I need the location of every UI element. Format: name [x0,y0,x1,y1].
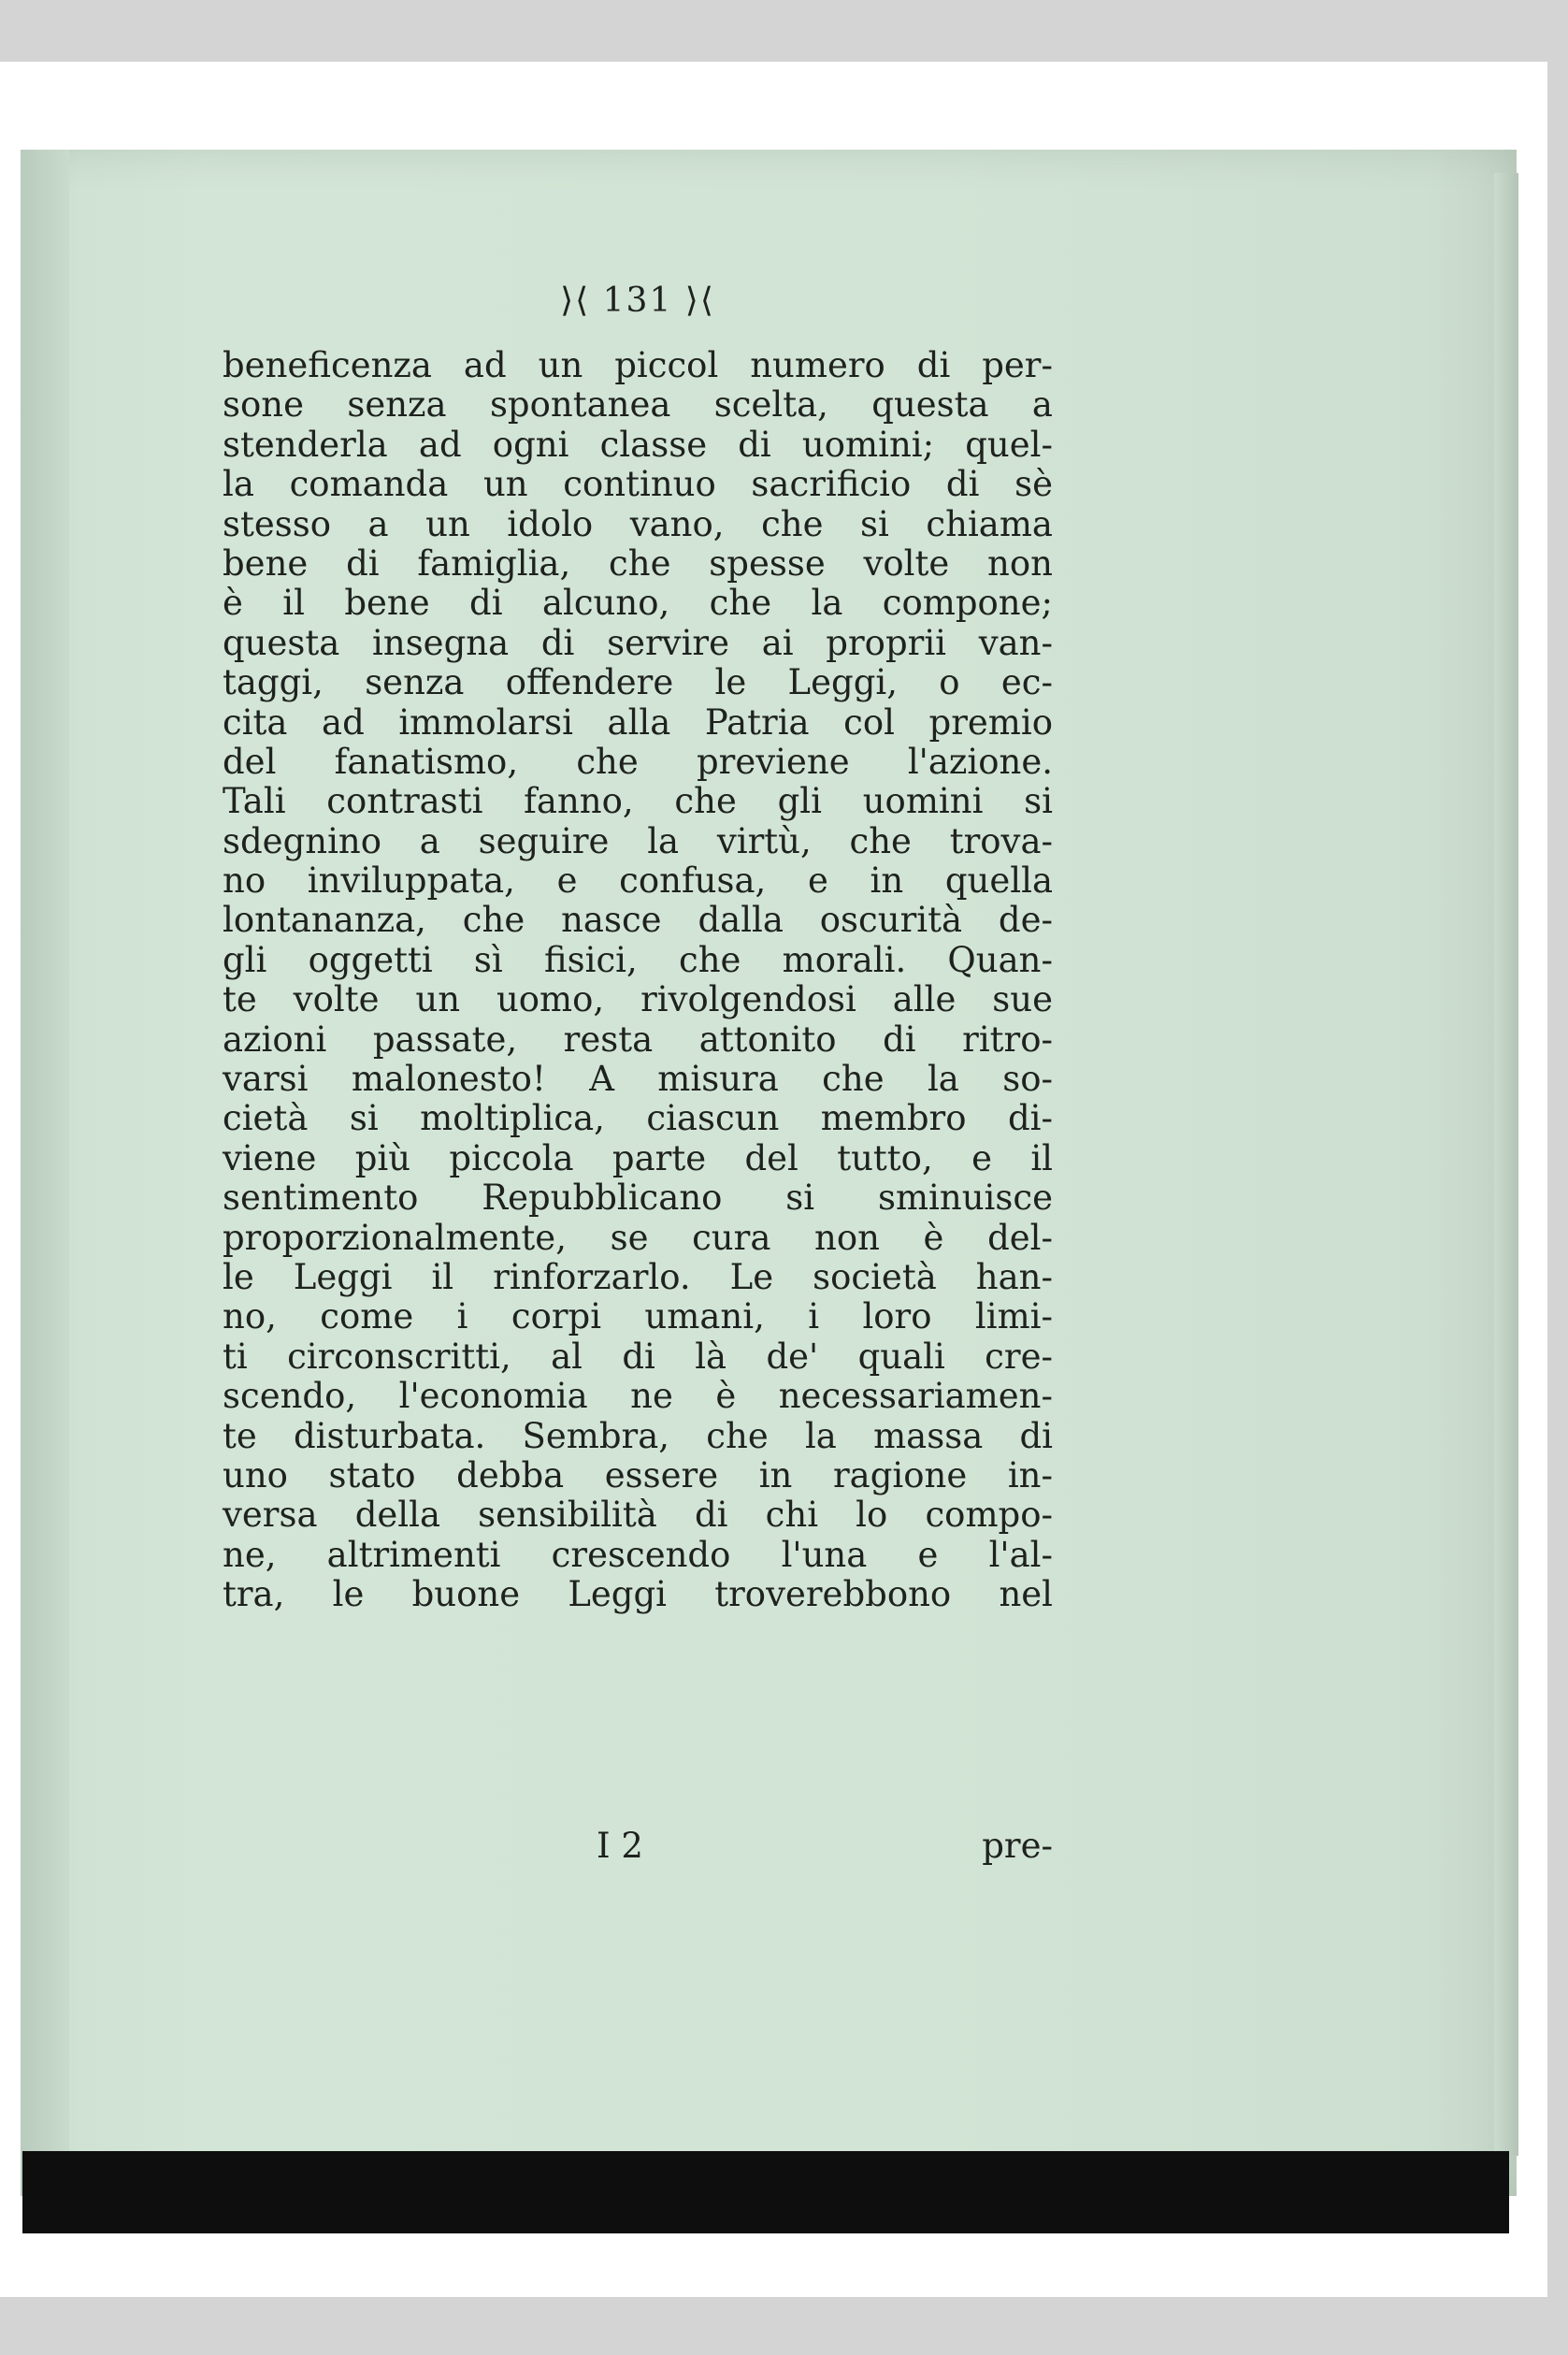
text-line: tra, le buone Leggi troverebbono nel [223,1574,1053,1615]
text-line: cita ad immolarsi alla Patria col premio [223,701,1053,743]
text-line: versa della sensibilità di chi lo compo- [223,1495,1053,1536]
text-line: lontananza, che nasce dalla oscurità de- [223,900,1053,941]
text-line: la comanda un continuo sacrificio di sè [223,464,1053,505]
text-line: te disturbata. Sembra, che la massa di [223,1415,1053,1456]
text-line: taggi, senza offendere le Leggi, o ec- [223,662,1053,703]
text-line: viene più piccola parte del tutto, e il [223,1137,1053,1178]
text-line: è il bene di alcuno, che la compone; [223,583,1053,624]
text-line: le Leggi il rinforzarlo. Le società han- [223,1256,1053,1297]
text-line: gli oggetti sì fisici, che morali. Quan- [223,939,1053,980]
body-text [223,346,1053,1615]
text-line: bene di famiglia, che spesse volte non [223,542,1053,584]
text-line: beneficenza ad un piccol numero di per- [223,345,1053,385]
text-line: varsi malonesto! A misura che la so- [223,1059,1053,1100]
text-line: stesso a un idolo vano, che si chiama [223,503,1053,544]
text-line: stenderla ad ogni classe di uomini; quel- [223,424,1053,465]
text-line: cietà si moltiplica, ciascun membro di- [223,1098,1053,1139]
text-line: sone senza spontanea scelta, questa a [223,384,1053,426]
text-line: sentimento Repubblicano si sminuisce [223,1178,1053,1219]
text-line: del fanatismo, che previene l'azione. [223,741,1053,782]
text-line: questa insegna di servire ai proprii van- [223,622,1053,663]
text-line: no, come i corpi umani, i loro limi- [223,1296,1053,1337]
page-number-header: ⟩⟨ 131 ⟩⟨ [560,282,715,320]
scanner-shadow-band [22,2151,1509,2233]
text-line: azioni passate, resta attonito di ritro- [223,1019,1053,1060]
text-line: te volte un uomo, rivolgendosi alle sue [223,979,1053,1020]
page-edge [1494,173,1518,2156]
text-line: sdegnino a seguire la virtù, che trova- [223,820,1053,861]
text-line: ne, altrimenti crescendo l'una e l'al- [223,1534,1053,1575]
text-line: proporzionalmente, se cura non è del- [223,1217,1053,1258]
page-footer [223,1824,1053,1869]
text-line: Tali contrasti fanno, che gli uomini si [223,781,1053,822]
text-line: no inviluppata, e confusa, e in quella [223,860,1053,902]
page-gutter [21,150,69,2196]
catchword: pre- [982,1826,1053,1866]
signature-mark: I 2 [597,1826,643,1866]
text-line: uno stato debba essere in ragione in- [223,1454,1053,1495]
text-line: scendo, l'economia ne è necessariamen- [223,1376,1053,1417]
text-line: ti circonscritti, al di là de' quali cre- [223,1336,1053,1377]
